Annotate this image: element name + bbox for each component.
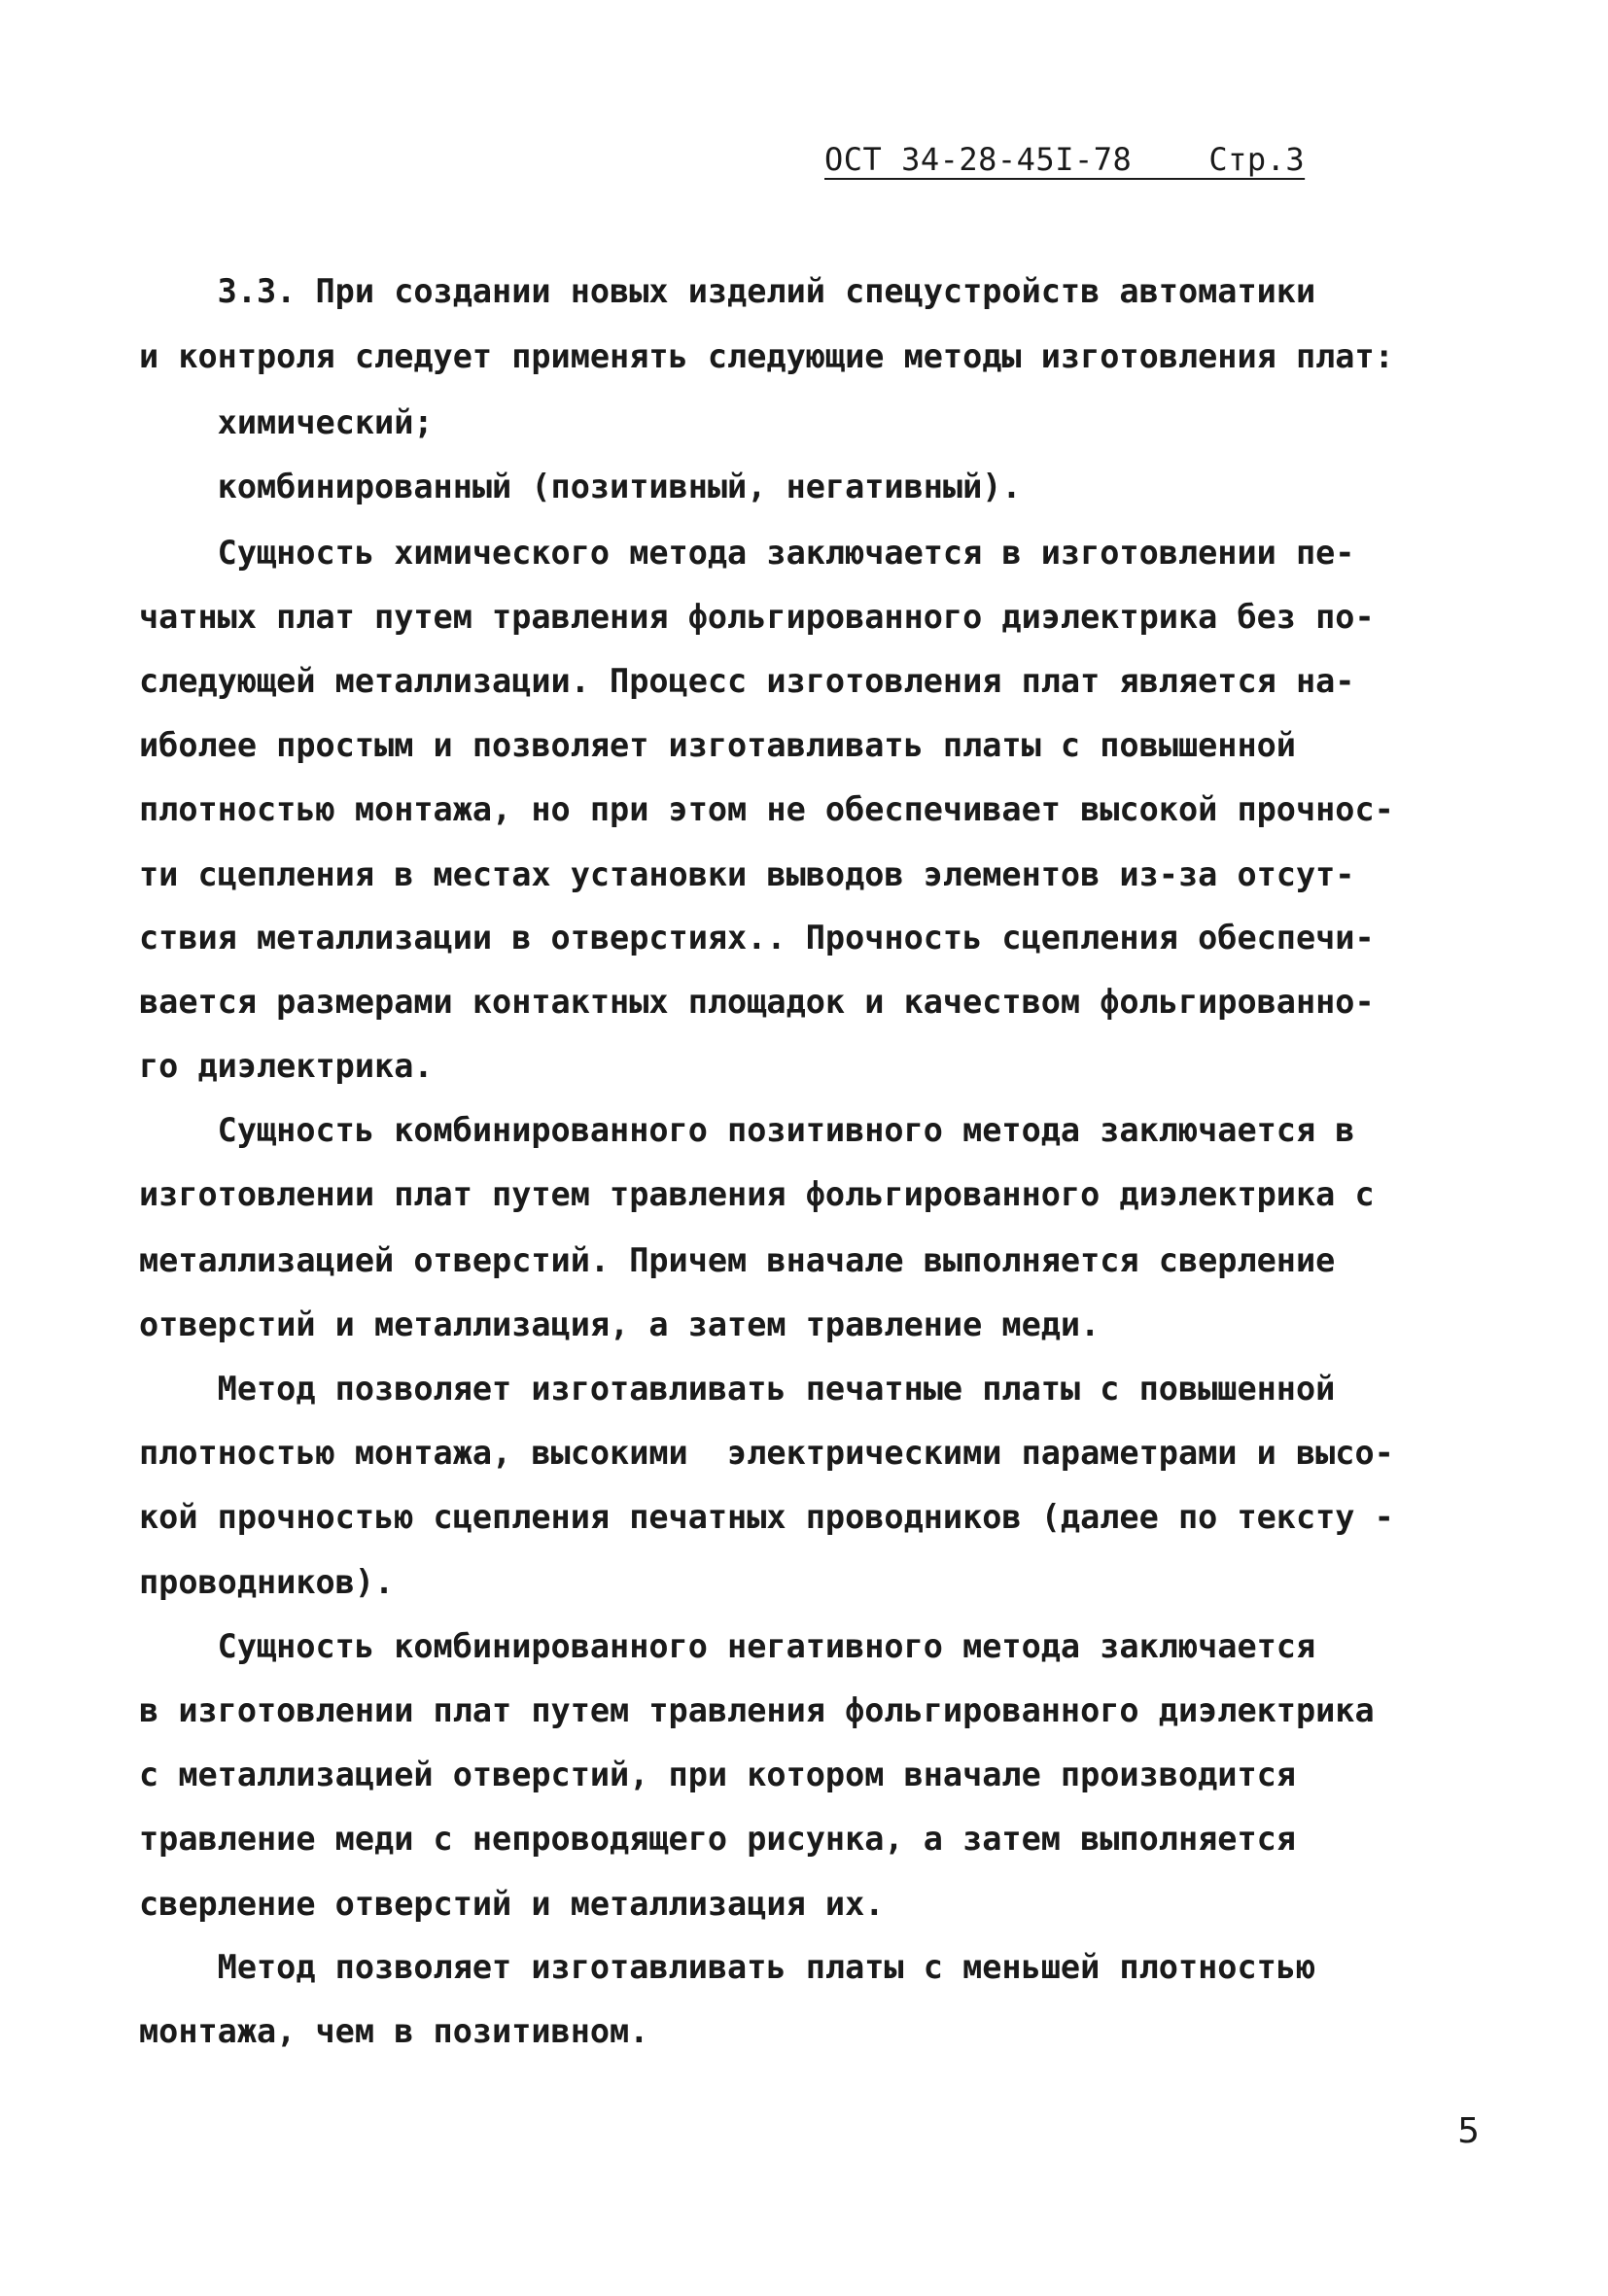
page-number: 5: [1457, 2111, 1480, 2151]
text-line: с металлизацией отверстий, при котором вначале производится: [139, 1756, 1296, 1793]
text-line: и контроля следует применять следующие методы изготовления плат:: [139, 337, 1394, 375]
text-line: Сущность химического метода заключается в изготовлении пе-: [139, 534, 1355, 572]
text-line: проводников).: [139, 1563, 395, 1601]
text-line: монтажа, чем в позитивном.: [139, 2012, 649, 2050]
text-line: плотностью монтажа, но при этом не обеспечивает высокой прочнос-: [139, 790, 1394, 828]
text-line: кой прочностью сцепления печатных проводников (далее по тексту -: [139, 1498, 1394, 1536]
text-line: отверстий и металлизация, а затем травление меди.: [139, 1305, 1101, 1343]
text-line: травление меди с непроводящего рисунка, а затем выполняется: [139, 1820, 1296, 1858]
text-line: 3.3. При создании новых изделий спецустройств автоматики: [139, 272, 1316, 310]
text-line: вается размерами контактных площадок и качеством фольгированно-: [139, 983, 1375, 1021]
text-line: следующей металлизации. Процесс изготовления плат является на-: [139, 662, 1355, 700]
text-line: ти сцепления в местах установки выводов элементов из-за отсут-: [139, 855, 1355, 893]
text-line: Метод позволяет изготавливать печатные платы с повышенной: [139, 1370, 1336, 1408]
text-line: комбинированный (позитивный, негативный).: [139, 468, 1022, 505]
document-header: ОСТ 34-28-45I-78 Стр.3: [824, 141, 1306, 178]
text-line: сверление отверстий и металлизация их.: [139, 1885, 885, 1923]
text-line: Сущность комбинированного позитивного метода заключается в: [139, 1111, 1355, 1149]
text-line: ствия металлизации в отверстиях.. Прочность сцепления обеспечи-: [139, 919, 1375, 957]
text-line: Сущность комбинированного негативного метода заключается: [139, 1627, 1316, 1665]
text-line: в изготовлении плат путем травления фольгированного диэлектрика: [139, 1691, 1375, 1729]
text-line: химический;: [139, 403, 434, 441]
text-line: металлизацией отверстий. Причем вначале выполняется сверление: [139, 1241, 1336, 1279]
text-line: Метод позволяет изготавливать платы с меньшей плотностью: [139, 1948, 1316, 1986]
text-line: го диэлектрика.: [139, 1047, 434, 1085]
text-line: иболее простым и позволяет изготавливать платы с повышенной: [139, 726, 1296, 764]
text-line: плотностью монтажа, высокими электрическими параметрами и высо-: [139, 1434, 1394, 1472]
text-line: чатных плат путем травления фольгированного диэлектрика без по-: [139, 598, 1375, 636]
text-line: изготовлении плат путем травления фольгированного диэлектрика с: [139, 1175, 1375, 1213]
